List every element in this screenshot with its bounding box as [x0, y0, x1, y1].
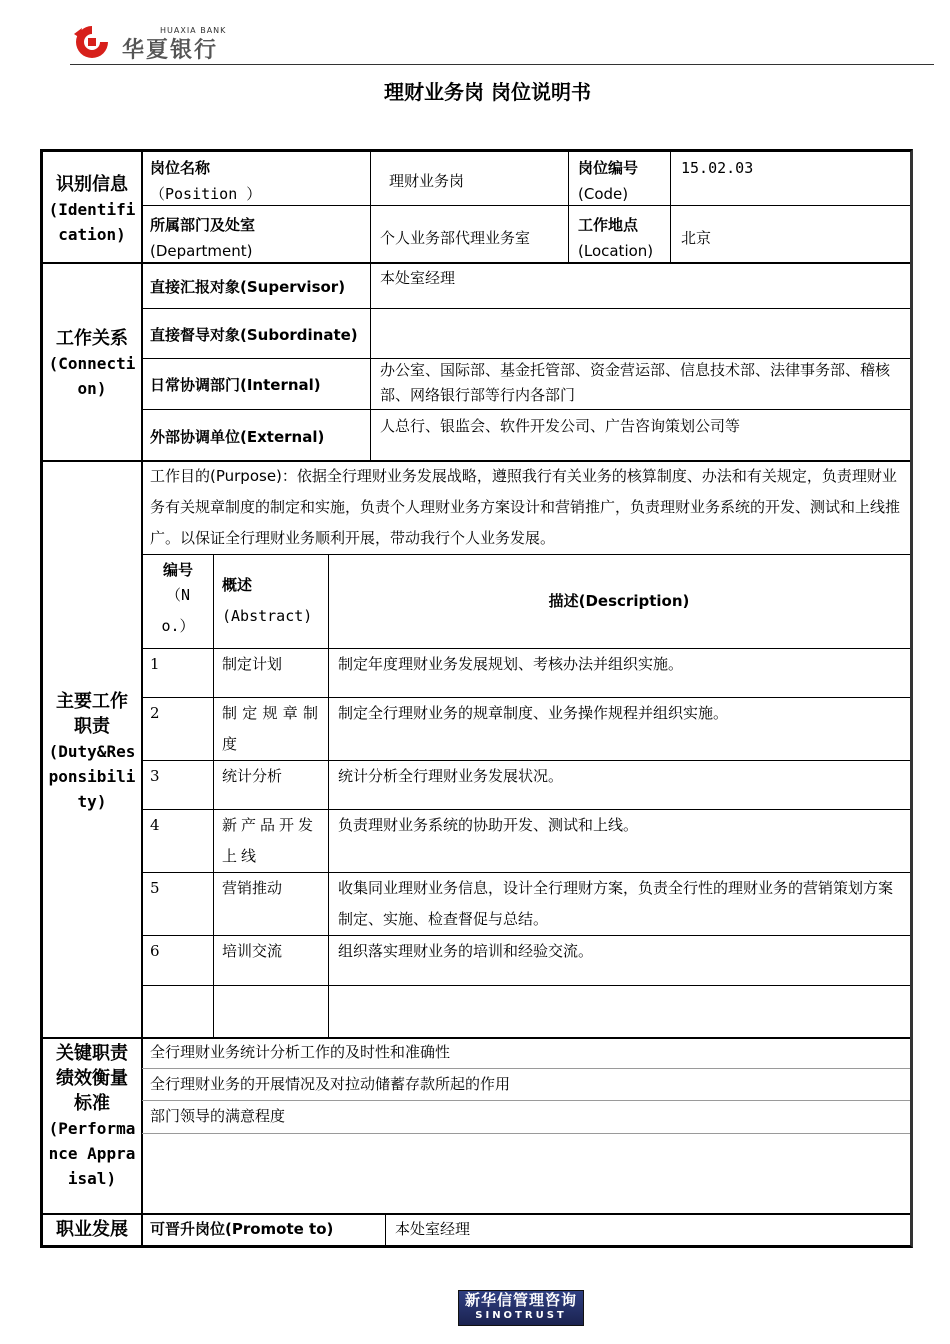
- col-header-abstract: [222, 575, 312, 626]
- section-identification-en: (Identification): [48, 200, 136, 244]
- section-divider: [43, 262, 910, 264]
- col-divider: [568, 152, 569, 262]
- department-label-cn: 所属部门及处室: [150, 216, 256, 234]
- duty-no: 4: [150, 816, 160, 834]
- duty-no: 3: [150, 767, 160, 785]
- row-divider: [142, 554, 910, 555]
- duty-desc: 负责理财业务系统的协助开发、测试和上线。: [338, 816, 639, 834]
- duty-no: 1: [150, 655, 160, 673]
- duty-desc: 收集同业理财业务信息，设计全行理财方案，负责全行性的理财业务的营销策划方案制定、实施、检查督促与总结。: [338, 879, 894, 928]
- col-header-description: 描述(Description): [548, 592, 690, 610]
- code-label-en: (Code): [578, 185, 629, 203]
- duty-abstract: 统计分析: [222, 767, 283, 785]
- position-label-cn: 岗位名称: [150, 159, 211, 177]
- duty-desc: 统计分析全行理财业务发展状况。: [338, 767, 564, 785]
- external-value: 人总行、银监会、软件开发公司、广告咨询策划公司等: [380, 417, 741, 435]
- promote-label: 可晋升岗位(Promote to): [150, 1220, 334, 1238]
- position-value: 理财业务岗: [389, 172, 465, 190]
- section-performance-en: (Performance Appraisal): [48, 1119, 136, 1188]
- purpose: [150, 461, 906, 554]
- page-title: 理财业务岗 岗位说明书: [384, 80, 591, 104]
- department-label: [150, 215, 255, 261]
- col-header-no-en: （No.）: [161, 586, 195, 635]
- col-header-no: [146, 560, 210, 642]
- row-divider: [142, 1100, 910, 1101]
- location-value: 北京: [681, 229, 712, 247]
- duty-no: 6: [150, 942, 160, 960]
- col-divider: [670, 152, 671, 262]
- row-divider: [142, 409, 910, 410]
- brand-name-en: HUAXIA BANK: [160, 26, 227, 35]
- code-label-cn: 岗位编号: [578, 159, 639, 177]
- position-label: [150, 158, 261, 204]
- section-connection: [44, 326, 140, 401]
- col-divider: [385, 1215, 386, 1245]
- department-label-en: (Department): [150, 242, 253, 260]
- section-career: 职业发展: [56, 1219, 128, 1240]
- section-duty-en: (Duty&Responsibility): [48, 742, 136, 811]
- section-connection-cn: 工作关系: [56, 328, 128, 349]
- purpose-label: 工作目的(Purpose)：: [150, 467, 297, 485]
- duty-no: 2: [150, 704, 160, 722]
- col-header-abstract-cn: 概述: [222, 576, 253, 594]
- duty-desc: 制定全行理财业务的规章制度、业务操作规程并组织实施。: [338, 704, 729, 722]
- duty-abstract: 制定计划: [222, 655, 283, 673]
- section-duty-cn: 主要工作职责: [56, 691, 128, 737]
- logo-mark-icon: [70, 22, 114, 62]
- row-divider: [142, 205, 910, 206]
- location-label-en: (Location): [578, 242, 654, 260]
- supervisor-value: 本处室经理: [380, 269, 456, 287]
- sinotrust-logo-en: SINOTRUST: [475, 1310, 567, 1321]
- subordinate-label: 直接督导对象(Subordinate): [150, 326, 358, 344]
- col-divider: [328, 554, 329, 1037]
- huaxia-bank-logo: [70, 22, 114, 62]
- supervisor-label: 直接汇报对象(Supervisor): [150, 278, 346, 296]
- row-divider: [142, 1133, 910, 1134]
- external-label: 外部协调单位(External): [150, 428, 325, 446]
- col-divider: [142, 554, 143, 1037]
- duty-abstract: 制定规章制度: [222, 704, 322, 753]
- section-performance-cn: 关键职责绩效衡量标准: [56, 1043, 128, 1114]
- col-divider: [213, 554, 214, 1037]
- code-label: [578, 158, 638, 204]
- duty-abstract: 培训交流: [222, 942, 283, 960]
- row-divider: [142, 985, 910, 986]
- internal-value: 办公室、国际部、基金托管部、资金营运部、信息技术部、法律事务部、稽核部、网络银行部等行内各部门: [380, 361, 891, 404]
- row-divider: [142, 1068, 910, 1069]
- sinotrust-logo-cn: 新华信管理咨询: [464, 1291, 577, 1309]
- sinotrust-logo: [458, 1290, 584, 1326]
- location-label-cn: 工作地点: [578, 216, 639, 234]
- performance-item: 部门领导的满意程度: [150, 1107, 286, 1125]
- col-divider: [370, 152, 371, 262]
- duty-no: 5: [150, 879, 160, 897]
- performance-item: 全行理财业务统计分析工作的及时性和准确性: [150, 1043, 451, 1061]
- section-divider: [43, 1037, 910, 1039]
- duty-abstract: 新产品开发上线: [222, 816, 318, 865]
- section-identification-cn: 识别信息: [56, 174, 128, 195]
- section-divider: [43, 1213, 910, 1215]
- internal-label: 日常协调部门(Internal): [150, 376, 321, 394]
- duty-desc: 组织落实理财业务的培训和经验交流。: [338, 942, 594, 960]
- department-value: 个人业务部代理业务室: [380, 229, 531, 247]
- col-header-no-cn: 编号: [162, 561, 193, 579]
- promote-value: 本处室经理: [395, 1220, 471, 1238]
- section-connection-en: (Connection): [48, 354, 136, 398]
- col-header-abstract-en: (Abstract): [222, 607, 313, 625]
- header-rule: [70, 64, 934, 65]
- section-performance: [44, 1041, 140, 1191]
- location-label: [578, 215, 653, 261]
- performance-item: 全行理财业务的开展情况及对拉动储蓄存款所起的作用: [150, 1075, 511, 1093]
- code-value: 15.02.03: [681, 159, 754, 177]
- duty-desc: 制定年度理财业务发展规划、考核办法并组织实施。: [338, 655, 684, 673]
- brand-name-cn: 华夏银行: [122, 38, 219, 63]
- section-identification: [44, 172, 140, 247]
- duty-abstract: 营销推动: [222, 879, 283, 897]
- col-divider: [370, 264, 371, 460]
- section-duty: [44, 689, 140, 814]
- purpose-text: 依据全行理财业务发展战略，遵照我行有关业务的核算制度、办法和有关规定，负责理财业务有关规章制度的制定和实施，负责个人理财业务方案设计和营销推广，负责理财业务系统的开发、测试和上线推广。以保证全行理财业务顺利开展，带动我行个人业务发展。: [150, 467, 901, 547]
- row-divider: [142, 308, 910, 309]
- position-label-en: （Position ）: [150, 185, 262, 203]
